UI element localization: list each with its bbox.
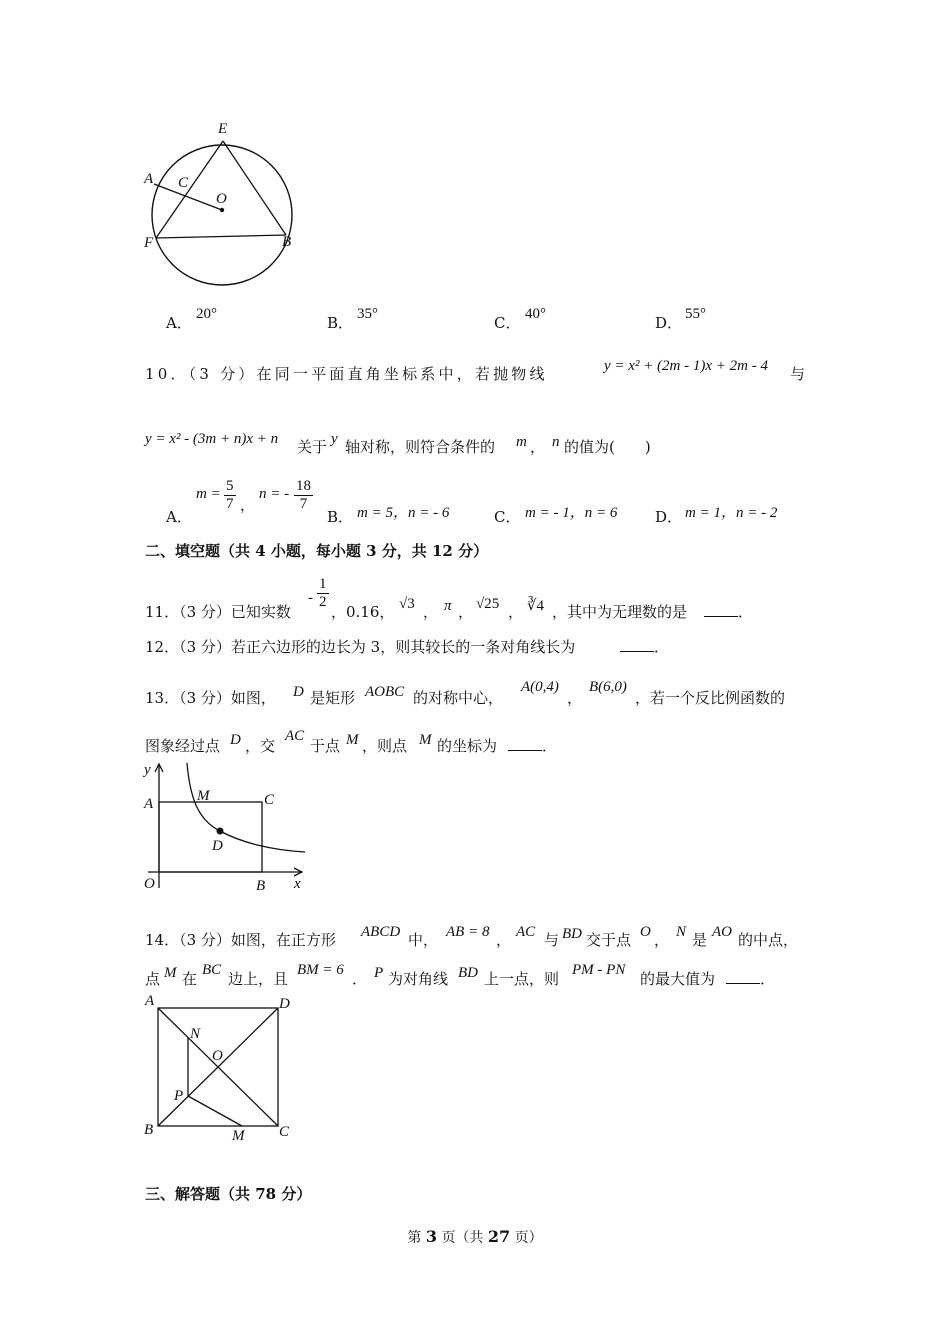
q13-p2: 是矩形 (310, 689, 356, 707)
label-y: y (144, 762, 151, 778)
chord-fb (156, 235, 286, 238)
q13-l2c: 于点 (310, 737, 341, 755)
q11-neg: - (308, 590, 313, 606)
label-m: M (197, 788, 210, 804)
q10-option-c-letter: C． (494, 508, 521, 526)
q13-l2d: ，则点 (362, 737, 408, 755)
q14-p4: 交于点 (586, 931, 632, 949)
label-o: O (216, 191, 227, 207)
q10-option-a-mlhs: m = (196, 486, 221, 502)
label-c: C (178, 175, 189, 191)
footer-total-pages: 27 (487, 1227, 511, 1246)
q11-rest1: ，0.16， (331, 603, 395, 621)
q10-mid3: 轴对称，则符合条件的 (345, 438, 496, 456)
q13-point-a: A(0,4) (521, 679, 559, 695)
q11-sqrt25: √25 (476, 596, 500, 612)
q11-c1: ， (423, 603, 439, 621)
label-b: B (144, 1122, 154, 1138)
q9-option-a-letter: A． (166, 314, 192, 332)
label-o: O (212, 1048, 223, 1064)
footer-mid: 页（共 (441, 1230, 484, 1246)
frac-denominator: 7 (299, 496, 308, 512)
q14-bd2: BD (458, 965, 478, 981)
q13-l2e: 的坐标为 (437, 737, 498, 755)
q12-answer-blank (620, 639, 654, 652)
q9-option-a-value: 20° (196, 306, 217, 322)
label-d: D (279, 996, 290, 1012)
label-f: F (144, 235, 154, 251)
q10-option-b-letter: B． (327, 508, 354, 526)
q11-c3: ， (508, 603, 524, 621)
q13-d2: D (230, 732, 241, 748)
section3-title: 三、解答题（共 78 分） (145, 1185, 312, 1203)
q10-axis: y (331, 431, 338, 447)
q10-mid1: 与 (790, 365, 806, 383)
q10-eq1: y = x² + (2m - 1)x + 2m - 4 (604, 358, 768, 374)
q10-option-a-letter: A． (166, 508, 192, 526)
q10-n: n (552, 434, 560, 450)
q10-m: m (516, 434, 527, 450)
circle (152, 145, 292, 285)
q9-option-d-value: 55° (685, 306, 706, 322)
q11-fraction (317, 576, 329, 611)
q14-bd: BD (562, 926, 582, 942)
label-x: x (294, 876, 301, 892)
chord-eb (223, 141, 286, 235)
q13-p1: 13．（3 分）如图， (145, 689, 276, 707)
q11-answer-blank (704, 604, 738, 617)
q10-end: 的值为( ) (564, 438, 651, 456)
q14-n: N (676, 924, 687, 940)
q13-point-b: B(6,0) (589, 679, 627, 695)
q14-p: P (374, 965, 384, 981)
q13-m: M (346, 732, 359, 748)
label-o: O (144, 876, 155, 892)
footer-page-number: 3 (425, 1227, 437, 1246)
label-c: C (264, 792, 275, 808)
q14-bm6: BM = 6 (297, 962, 344, 978)
q12-text: 12．（3 分）若正六边形的边长为 3，则其较长的一条对角线长为 (145, 638, 576, 656)
label-a: A (144, 171, 154, 187)
frac-numerator: 18 (296, 478, 311, 494)
q11-sqrt3: √3 (399, 596, 415, 612)
q14-l2a: 点 (145, 970, 161, 988)
q11-cbrt4: ∛4 (527, 598, 545, 614)
q14-square-figure (140, 988, 305, 1148)
q10-option-a-nlhs: n = - (259, 486, 290, 502)
center-point (220, 208, 224, 212)
label-a: A (144, 796, 154, 812)
q10-sep: ， (530, 438, 546, 456)
q14-p3: 与 (544, 931, 560, 949)
q14-answer-blank (726, 971, 760, 984)
label-b: B (282, 234, 292, 250)
q10-option-d-letter: D． (655, 508, 683, 526)
q10-option-b-value: m = 5，n = - 6 (357, 505, 450, 521)
frac-denominator: 7 (226, 496, 234, 512)
q10-option-d-value: m = 1，n = - 2 (685, 505, 778, 521)
label-b: B (256, 878, 266, 894)
q14-p2: 中， (408, 931, 439, 949)
frac-numerator: 1 (319, 576, 327, 592)
q14-ac: AC (516, 924, 536, 940)
q14-c1: ， (496, 931, 512, 949)
q13-l2b: ，交 (245, 737, 276, 755)
q14-p6: 的中点， (738, 931, 799, 949)
q13-p4: ，若一个反比例函数的 (635, 689, 786, 707)
frac-numerator: 5 (226, 478, 234, 494)
rectangle-aobc (159, 802, 262, 872)
q11-c2: ， (458, 603, 474, 621)
q13-d: D (293, 684, 304, 700)
q10-option-c-value: m = - 1，n = 6 (525, 505, 618, 521)
q14-ab8: AB = 8 (446, 924, 490, 940)
q14-c2: ， (654, 931, 670, 949)
q10-option-a-nfrac (294, 478, 313, 513)
q14-l2b: 在 (182, 970, 198, 988)
q14-p5: 是 (692, 931, 708, 949)
q11-end: ． (738, 603, 754, 621)
segment-pm (188, 1096, 242, 1126)
q14-l2c: 边上，且 (228, 970, 289, 988)
q11-pi: π (444, 598, 452, 614)
footer-pre: 第 (407, 1230, 422, 1246)
q14-l2f: 上一点，则 (484, 970, 560, 988)
q13-c1: ， (567, 689, 583, 707)
q14-m: M (164, 965, 177, 981)
label-e: E (218, 121, 228, 137)
q10-eq2: y = x² - (3m + n)x + n (145, 431, 279, 447)
q10-prefix: 10．（3 分）在同一平面直角坐标系中，若抛物线 (145, 365, 548, 383)
q10-mid2: 关于 (297, 438, 328, 456)
q14-bc: BC (202, 962, 222, 978)
q13-graph-figure (140, 758, 315, 898)
q14-p1: 14．（3 分）如图，在正方形 (145, 931, 336, 949)
q9-circle-figure (140, 115, 310, 295)
hyperbola-curve (187, 763, 305, 852)
q13-ac: AC (285, 728, 305, 744)
q14-expr: PM - PN (572, 962, 626, 978)
label-d: D (212, 838, 223, 854)
q14-l2g: 的最大值为 (640, 970, 716, 988)
q13-answer-blank (508, 738, 542, 751)
point-d (217, 828, 224, 835)
frac-denominator: 2 (319, 594, 327, 610)
q14-end: ． (760, 970, 776, 988)
label-n: N (190, 1026, 201, 1042)
label-m: M (232, 1128, 245, 1144)
label-c: C (279, 1124, 290, 1140)
q12-end: ． (654, 638, 670, 656)
q9-option-d-letter: D． (655, 314, 683, 332)
q14-o: O (640, 924, 651, 940)
page-footer (0, 1227, 950, 1247)
q9-option-b-letter: B． (327, 314, 354, 332)
q13-m2: M (419, 732, 432, 748)
q9-option-c-letter: C． (494, 314, 521, 332)
q9-option-c-value: 40° (525, 306, 546, 322)
label-p: P (174, 1088, 184, 1104)
q11-prefix: 11．（3 分）已知实数 (145, 603, 291, 621)
section2-title: 二、填空题（共 4 小题，每小题 3 分，共 12 分） (145, 542, 489, 560)
q10-option-a-mfrac (224, 478, 236, 513)
q14-l2e: 为对角线 (388, 970, 449, 988)
q11-suffix: ，其中为无理数的是 (552, 603, 688, 621)
q14-l2d: ． (352, 970, 368, 988)
q13-end: ． (542, 737, 558, 755)
q13-p3: 的对称中心， (413, 689, 504, 707)
footer-post: 页） (514, 1230, 543, 1246)
label-a: A (145, 993, 155, 1009)
q9-option-b-value: 35° (357, 306, 378, 322)
q14-ao: AO (712, 924, 732, 940)
q14-abcd: ABCD (361, 924, 401, 940)
chord-ef (156, 141, 223, 238)
q13-l2a: 图象经过点 (145, 737, 221, 755)
q10-option-a-comma: ， (240, 496, 256, 514)
q13-aobc: AOBC (365, 684, 405, 700)
